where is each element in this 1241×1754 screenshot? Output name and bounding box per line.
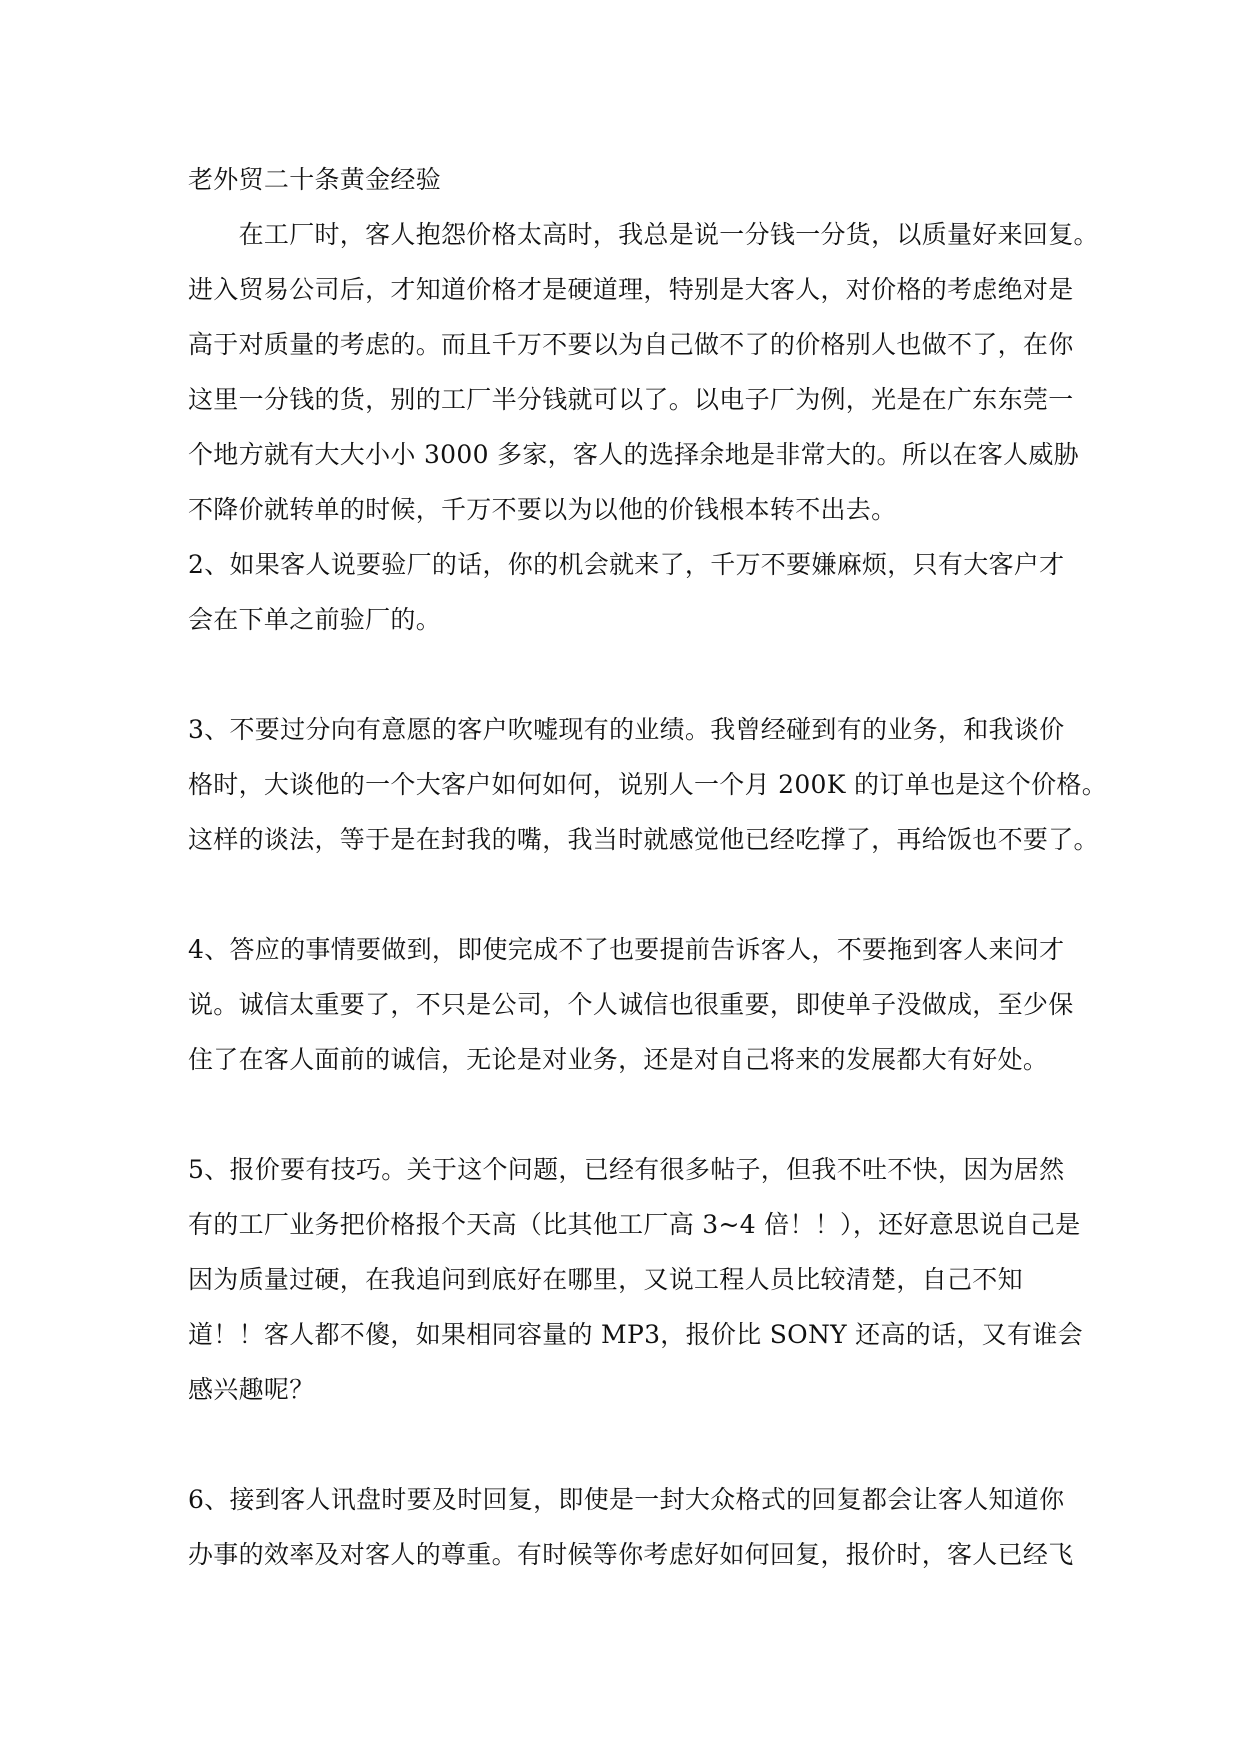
paragraph-line: 会在下单之前验厂的。 [188, 605, 442, 634]
paragraph-line: 高于对质量的考虑的。而且千万不要以为自己做不了的价格别人也做不了，在你 [188, 330, 1074, 359]
paragraph-line: 住了在客人面前的诚信，无论是对业务，还是对自己将来的发展都大有好处。 [188, 1045, 1049, 1074]
document-title: 老外贸二十条黄金经验 [188, 165, 442, 194]
paragraph-line: 不降价就转单的时候，千万不要以为以他的价钱根本转不出去。 [188, 495, 897, 524]
paragraph-line: 这里一分钱的货，别的工厂半分钱就可以了。以电子厂为例，光是在广东东莞一 [188, 385, 1074, 414]
paragraph-line: 格时，大谈他的一个大客户如何如何，说别人一个月 200K 的订单也是这个价格。 [188, 770, 1107, 799]
paragraph-line: 办事的效率及对客人的尊重。有时候等你考虑好如何回复，报价时，客人已经飞 [188, 1540, 1074, 1569]
paragraph-line: 因为质量过硬，在我追问到底好在哪里，又说工程人员比较清楚，自己不知 [188, 1265, 1023, 1294]
paragraph-line: 进入贸易公司后，才知道价格才是硬道理，特别是大客人，对价格的考虑绝对是 [188, 275, 1074, 304]
paragraph-line: 4、答应的事情要做到，即使完成不了也要提前告诉客人，不要拖到客人来问才 [188, 935, 1065, 964]
paragraph-line: 说。诚信太重要了，不只是公司，个人诚信也很重要，即使单子没做成，至少保 [188, 990, 1074, 1019]
paragraph-line: 6、接到客人讯盘时要及时回复，即使是一封大众格式的回复都会让客人知道你 [188, 1485, 1065, 1514]
paragraph-line: 个地方就有大大小小 3000 多家，客人的选择余地是非常大的。所以在客人威胁 [188, 440, 1079, 469]
paragraph-line: 有的工厂业务把价格报个天高（比其他工厂高 3~4 倍！！），还好意思说自己是 [188, 1210, 1081, 1239]
paragraph-line: 3、不要过分向有意愿的客户吹嘘现有的业绩。我曾经碰到有的业务，和我谈价 [188, 715, 1065, 744]
paragraph-line: 这样的谈法，等于是在封我的嘴，我当时就感觉他已经吃撑了，再给饭也不要了。 [188, 825, 1099, 854]
paragraph-line: 5、报价要有技巧。关于这个问题，已经有很多帖子，但我不吐不快，因为居然 [188, 1155, 1065, 1184]
paragraph-line: 道！！客人都不傻，如果相同容量的 MP3，报价比 SONY 还高的话，又有谁会 [188, 1320, 1083, 1349]
paragraph-line: 2、如果客人说要验厂的话，你的机会就来了，千万不要嫌麻烦，只有大客户才 [188, 550, 1065, 579]
paragraph-line: 感兴趣呢？ [188, 1375, 315, 1404]
paragraph-line: 在工厂时，客人抱怨价格太高时，我总是说一分钱一分货，以质量好来回复。 [188, 220, 1099, 249]
